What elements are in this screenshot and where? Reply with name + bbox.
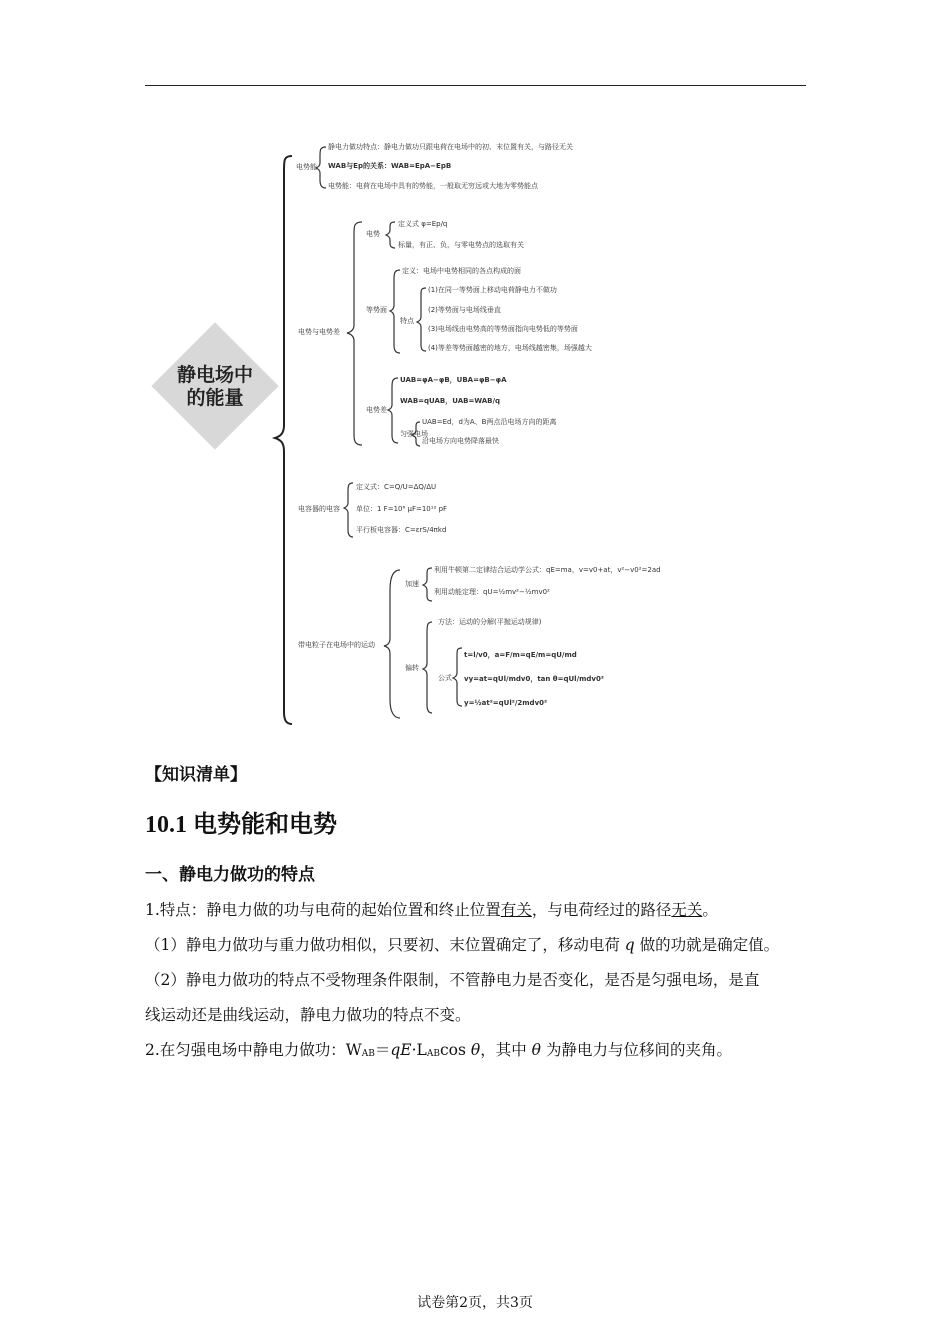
b2-difference-item-2: WAB=qUAB，UAB=WAB/q (400, 397, 501, 405)
b1-item-2: WAB与Ep的关系：WAB=EpA−EpB (328, 162, 452, 170)
center-title-text: 静电场中 的能量 (176, 364, 253, 409)
p1-middle: ，与电荷经过的路径 (531, 901, 672, 919)
b2-uniform-item-1: UAB=Ed，d为A、B两点沿电场方向的距离 (422, 418, 557, 426)
b4-deflect-label: 偏转 (405, 664, 419, 672)
p1-suffix: 。 (702, 901, 718, 919)
lesson-heading: 10.1 电势能和电势 (145, 812, 337, 838)
b4-deflect-method: 方法：运动的分解(平抛运动规律) (438, 618, 542, 626)
b2-uniform-label: 匀强电场 (400, 430, 428, 438)
b2-potential-item-1: 定义式 φ=Ep/q (398, 220, 448, 228)
b4-formula-2: vy=at=qUl/mdv0，tan θ=qUl/mdv0² (464, 675, 604, 683)
page-footer: 试卷第2页，共3页 (417, 1295, 533, 1311)
b2-feature-2: (2)等势面与电场线垂直 (428, 306, 501, 314)
b4-accel-item-2: 利用动能定理：qU=½mv²−½mv0² (434, 588, 550, 596)
branch-capacitance: 电容器的电容 (298, 505, 340, 513)
branch-potential-and-difference: 电势与电势差 (298, 328, 340, 336)
b3-item-1: 定义式：C=Q/U=ΔQ/ΔU (356, 483, 437, 491)
b3-item-3: 平行板电容器：C=εrS/4πkd (356, 526, 447, 534)
paragraph-2 (145, 933, 779, 955)
paragraph-3-line-1: （2）静电力做功的特点不受物理条件限制，不管静电力是否变化，是否是匀强电场，是直 (145, 971, 760, 989)
paragraph-4 (145, 1038, 732, 1060)
b2-equipotential-definition: 定义：电场中电势相同的各点构成的面 (402, 267, 521, 275)
b4-accel-label: 加速 (405, 580, 419, 588)
mindmap-center-title (160, 364, 270, 410)
b2-equipotential-label: 等势面 (366, 306, 387, 314)
p4-cos: cos (439, 1041, 471, 1059)
b2-difference-label: 电势差 (366, 406, 387, 414)
b2-potential-label: 电势 (366, 230, 380, 238)
b4-formula-3: y=½at²=qUl²/2mdv0² (464, 699, 548, 707)
p4-prefix: 2.在匀强电场中静电力做功：W (145, 1041, 362, 1059)
p4-sub-2: AB (426, 1049, 440, 1059)
p1-underline-2: 无关 (671, 901, 703, 919)
p4-theta: θ (470, 1041, 481, 1059)
p1-prefix: 1.特点：静电力做的功与电荷的起始位置和终止位置 (145, 901, 501, 919)
b1-item-1: 静电力做功特点：静电力做功只跟电荷在电场中的初、末位置有关，与路径无关 (328, 143, 573, 151)
branch-electric-potential-energy: 电势能 (296, 163, 317, 171)
b2-feature-1: (1)在同一等势面上移动电荷静电力不做功 (428, 286, 557, 294)
paragraph-3-line-2: 线运动还是曲线运动，静电力做功的特点不变。 (145, 1006, 471, 1024)
b4-formula-1: t=l/v0，a=F/m=qE/m=qU/md (464, 651, 577, 659)
p4-theta-2: θ (531, 1041, 542, 1059)
p4-suffix: 为静电力与位移间的夹角。 (541, 1041, 732, 1059)
section-label: 【知识清单】 (145, 765, 247, 785)
p4-dot: ·L (411, 1041, 427, 1059)
b2-uniform-item-2: 沿电场方向电势降落最快 (422, 437, 499, 445)
p4-sub-1: AB (361, 1049, 375, 1059)
b2-potential-item-2: 标量，有正、负，与零电势点的选取有关 (398, 241, 524, 249)
b4-accel-item-1: 利用牛顿第二定律结合运动学公式：qE=ma，v=v0+at，v²−v0²=2ad (434, 566, 661, 574)
p4-eq: ＝ (374, 1041, 391, 1059)
b2-difference-item-1: UAB=φA−φB，UBA=φB−φA (400, 376, 507, 384)
p2-var: q (624, 936, 635, 954)
p1-underline-1: 有关 (500, 901, 532, 919)
b2-feature-4: (4)等差等势面越密的地方，电场线越密集，场强越大 (428, 344, 592, 352)
p2-prefix: （1）静电力做功与重力做功相似，只要初、末位置确定了，移动电荷 (145, 936, 625, 954)
branch-charged-particle-motion: 带电粒子在电场中的运动 (298, 641, 375, 649)
p4-qe: qE (390, 1041, 412, 1059)
subheading: 一、静电力做功的特点 (145, 865, 315, 885)
b2-feature-3: (3)电场线由电势高的等势面指向电势低的等势面 (428, 325, 578, 333)
paragraph-1 (145, 898, 718, 920)
b1-item-3: 电势能：电荷在电场中具有的势能，一般取无穷远或大地为零势能点 (328, 182, 538, 190)
p2-suffix: 做的功就是确定值。 (634, 936, 780, 954)
p4-mid: ，其中 (480, 1041, 532, 1059)
b3-item-2: 单位：1 F=10⁶ μF=10¹² pF (356, 505, 448, 513)
b2-features-label: 特点 (400, 317, 414, 325)
b4-formula-label: 公式 (438, 674, 452, 682)
